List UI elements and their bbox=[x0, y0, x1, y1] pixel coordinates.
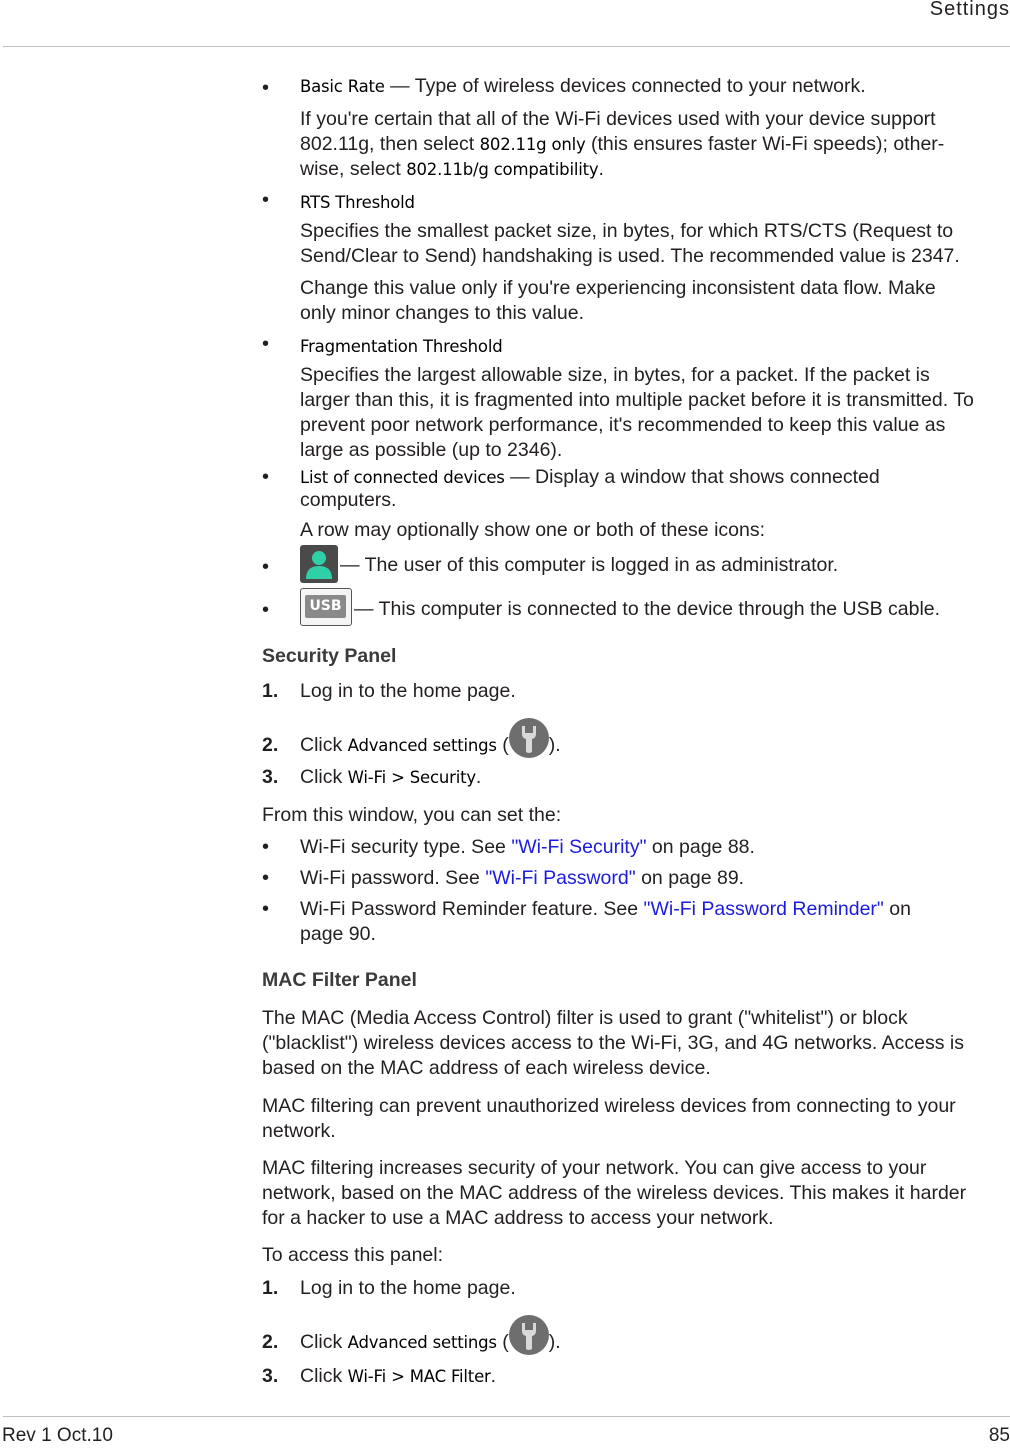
bullet: • bbox=[262, 77, 270, 99]
advanced-settings-label: Advanced settings bbox=[347, 736, 497, 755]
wifi-security-path: Wi-Fi > Security bbox=[347, 768, 476, 787]
mac-step3 bbox=[300, 1364, 1008, 1389]
header-rule bbox=[3, 46, 1010, 47]
rts-line2: Send/Clear to Send) handshaking is used. The recommended value is 2347. bbox=[300, 245, 960, 267]
mac-p4: To access this panel: bbox=[262, 1244, 444, 1266]
mac-p3-line1: MAC filtering increases security of your network. You can give access to your bbox=[262, 1157, 927, 1179]
step-number: 1. bbox=[262, 1277, 279, 1299]
devices-desc2: computers. bbox=[300, 489, 397, 511]
wifi-mac-filter-path: Wi-Fi > MAC Filter bbox=[347, 1367, 491, 1386]
basic-rate-desc: — Type of wireless devices connected to your network. bbox=[384, 75, 866, 97]
wrench-icon bbox=[509, 718, 549, 758]
text-run: ). bbox=[548, 734, 561, 756]
step-number: 2. bbox=[262, 1331, 279, 1353]
text-run: ). bbox=[548, 1331, 561, 1353]
devices-intro: A row may optionally show one or both of these icons: bbox=[300, 519, 766, 541]
security-intro: From this window, you can set the: bbox=[262, 804, 562, 826]
frag-line4: large as possible (up to 2346). bbox=[300, 439, 563, 461]
wrench-icon bbox=[509, 1315, 549, 1355]
text-run: ( bbox=[496, 1331, 509, 1353]
bullet: • bbox=[262, 466, 270, 488]
usb-icon-label: USB bbox=[305, 595, 346, 618]
text-run: . bbox=[475, 766, 482, 788]
admin-desc: — The user of this computer is logged in as administrator. bbox=[340, 554, 839, 576]
text-run: wise, select bbox=[300, 158, 407, 180]
text-run: 802.11g, then select bbox=[300, 133, 480, 155]
mac-p1-line3: based on the MAC address of each wireless device. bbox=[262, 1057, 711, 1079]
rts-line1: Specifies the smallest packet size, in bytes, for which RTS/CTS (Request to bbox=[300, 220, 954, 242]
step-number: 1. bbox=[262, 680, 279, 702]
frag-line3: prevent poor network performance, it's recommended to keep this value as bbox=[300, 414, 946, 436]
option-802-11g-only: 802.11g only bbox=[479, 135, 586, 154]
text-run: . bbox=[490, 1365, 497, 1387]
security-heading: Security Panel bbox=[262, 645, 397, 667]
bullet: • bbox=[262, 836, 270, 858]
footer-rule bbox=[3, 1416, 1010, 1417]
mac-heading: MAC Filter Panel bbox=[262, 969, 417, 991]
text-run: . bbox=[598, 158, 604, 180]
text-run: on page 89. bbox=[635, 867, 745, 889]
advanced-settings-label: Advanced settings bbox=[347, 1333, 497, 1352]
option-802-11bg-compat: 802.11b/g compatibility bbox=[406, 160, 599, 179]
rts-line3: Change this value only if you're experiencing inconsistent data flow. Make bbox=[300, 277, 936, 299]
basic-rate-line1: If you're certain that all of the Wi-Fi devices used with your device support bbox=[300, 108, 936, 130]
security-step2 bbox=[300, 733, 1008, 758]
wifi-password-link[interactable]: "Wi-Fi Password" bbox=[485, 867, 636, 889]
rts-term: RTS Threshold bbox=[300, 193, 415, 212]
bullet: • bbox=[262, 333, 270, 355]
bullet: • bbox=[262, 556, 270, 578]
text-run: Wi-Fi Password Reminder feature. See bbox=[300, 898, 644, 920]
running-header: Settings bbox=[929, 0, 1010, 20]
page-number: 85 bbox=[988, 1425, 1010, 1446]
text-run: Click bbox=[300, 1365, 348, 1387]
text-run: Click bbox=[300, 1331, 348, 1353]
frag-line1: Specifies the largest allowable size, in bytes, for a packet. If the packet is bbox=[300, 364, 930, 386]
security-step3 bbox=[300, 765, 1008, 790]
bullet: • bbox=[262, 599, 270, 621]
admin-user-icon bbox=[300, 545, 338, 583]
mac-step2 bbox=[300, 1330, 1008, 1355]
mac-p1-line2: ("blacklist") wireless devices access to the Wi-Fi, 3G, and 4G networks. Access is bbox=[262, 1032, 964, 1054]
text-run: ( bbox=[496, 734, 509, 756]
text-run: Click bbox=[300, 734, 348, 756]
mac-p2-line1: MAC filtering can prevent unauthorized wireless devices from connecting to your bbox=[262, 1095, 956, 1117]
bullet: • bbox=[262, 189, 270, 211]
mac-p1-line1: The MAC (Media Access Control) filter is used to grant ("whitelist") or block bbox=[262, 1007, 908, 1029]
wifi-security-link[interactable]: "Wi-Fi Security" bbox=[511, 836, 647, 858]
mac-p3-line3: for a hacker to use a MAC address to access your network. bbox=[262, 1207, 774, 1229]
devices-desc: — Display a window that shows connected bbox=[504, 466, 880, 488]
step-number: 3. bbox=[262, 1365, 279, 1387]
rts-line4: only minor changes to this value. bbox=[300, 302, 584, 324]
text-run: on page 88. bbox=[646, 836, 755, 858]
mac-step1: Log in to the home page. bbox=[300, 1277, 516, 1299]
text-run: Wi-Fi password. See bbox=[300, 867, 486, 889]
step-number: 3. bbox=[262, 766, 279, 788]
devices-item bbox=[300, 465, 1008, 490]
bullet: • bbox=[262, 867, 270, 889]
mac-p2-line2: network. bbox=[262, 1120, 336, 1142]
mac-p3-line2: network, based on the MAC address of the wireless devices. This makes it harder bbox=[262, 1182, 967, 1204]
security-bullet1 bbox=[300, 835, 1008, 860]
usb-icon bbox=[300, 588, 352, 626]
security-bullet3-cont: page 90. bbox=[300, 923, 376, 945]
frag-term: Fragmentation Threshold bbox=[300, 337, 503, 356]
wifi-password-reminder-link[interactable]: "Wi-Fi Password Reminder" bbox=[643, 898, 884, 920]
text-run: Wi-Fi security type. See bbox=[300, 836, 512, 858]
basic-rate-line2 bbox=[300, 132, 1008, 157]
security-step1: Log in to the home page. bbox=[300, 680, 516, 702]
security-bullet2 bbox=[300, 866, 1008, 891]
security-bullet3 bbox=[300, 897, 1008, 922]
frag-line2: larger than this, it is fragmented into multiple packet before it is transmitted. To bbox=[300, 389, 974, 411]
text-run: (this ensures faster Wi-Fi speeds); other- bbox=[585, 133, 945, 155]
bullet: • bbox=[262, 898, 270, 920]
usb-desc: — This computer is connected to the device through the USB cable. bbox=[354, 598, 941, 620]
footer-revision: Rev 1 Oct.10 bbox=[2, 1425, 113, 1446]
basic-rate-line3 bbox=[300, 157, 1008, 182]
text-run: Click bbox=[300, 766, 348, 788]
text-run: on bbox=[883, 898, 911, 920]
step-number: 2. bbox=[262, 734, 279, 756]
basic-rate-term: Basic Rate bbox=[300, 77, 385, 96]
devices-term: List of connected devices bbox=[300, 468, 505, 487]
basic-rate-item bbox=[300, 74, 1008, 99]
